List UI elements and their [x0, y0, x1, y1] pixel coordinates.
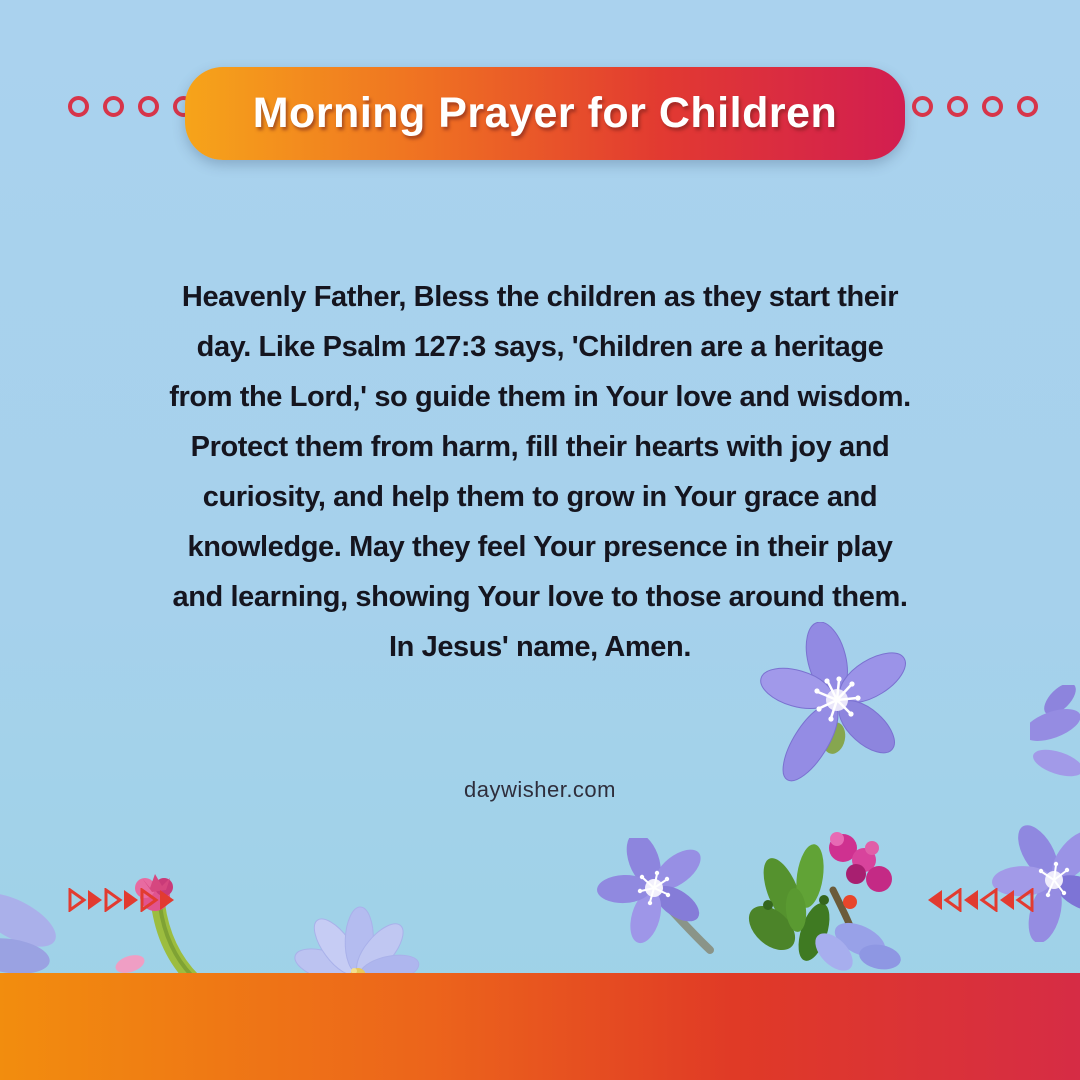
dot-circle-icon — [138, 96, 159, 117]
prayer-text — [90, 272, 990, 672]
dot-circle-icon — [103, 96, 124, 117]
prayer-line: Protect them from harm, fill their hearts with joy and — [190, 431, 890, 463]
dot-circle-icon — [982, 96, 1003, 117]
prayer-line: knowledge. May they feel Your presence in their play — [187, 531, 893, 563]
prayer-line: In Jesus' name, Amen. — [388, 631, 692, 663]
prayer-line: from the Lord,' so guide them in Your love and wisdom. — [169, 381, 911, 413]
dot-circle-icon — [947, 96, 968, 117]
dot-circle-icon — [912, 96, 933, 117]
prayer-line: Heavenly Father, Bless the children as they start their — [181, 281, 899, 313]
page-title: Morning Prayer for Children — [252, 89, 838, 137]
purple-flower-graphic — [592, 838, 727, 963]
pink-flower-cluster-graphic — [738, 830, 913, 980]
prayer-line: curiosity, and help them to grow in Your grace and — [202, 481, 878, 513]
dot-circle-icon — [1017, 96, 1038, 117]
prayer-line: day. Like Psalm 127:3 says, 'Children are a heritage — [196, 331, 884, 363]
right-dot-row — [912, 96, 1038, 117]
arrow-right-icons — [68, 888, 180, 912]
pink-bud-graphic — [100, 866, 225, 988]
bottom-gradient-bar — [0, 973, 1080, 1080]
title-banner — [185, 67, 905, 160]
website-text: daywisher.com — [463, 777, 616, 802]
prayer-line: and learning, showing Your love to those around them. — [172, 581, 908, 613]
arrow-left-icons — [922, 888, 1034, 912]
left-dot-row — [68, 96, 194, 117]
corner-purple-flower-graphic — [992, 824, 1080, 942]
dot-circle-icon — [68, 96, 89, 117]
